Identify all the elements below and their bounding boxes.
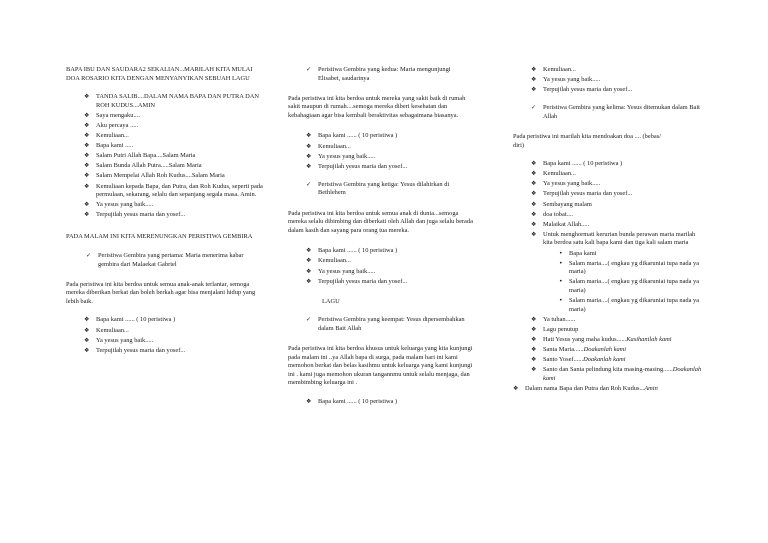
list-item [531, 201, 703, 210]
list-item [84, 172, 266, 181]
list-item-text: Ya yesus yang baik..... [318, 152, 376, 160]
diamond-bullet-icon: ❖ [531, 366, 537, 374]
diamond-bullet-icon: ❖ [531, 325, 537, 333]
diamond-bullet-icon: ❖ [531, 76, 537, 84]
bullet-icon: • [559, 249, 563, 257]
list-item-text: Bapa kami ...... ( 10 peristiwa ) [318, 132, 398, 140]
list-item [531, 366, 703, 383]
check-icon: ✓ [306, 316, 312, 324]
prayer-list [288, 398, 473, 407]
list-item-text: Salam maria....( engkau yg dikaruniai tupa nada ya maria) [569, 259, 700, 276]
list-item-text: Salam Putri Allah Bapa....Salam Maria [96, 152, 196, 160]
list-item [84, 337, 266, 346]
list-item [513, 385, 703, 394]
diamond-bullet-icon: ❖ [306, 162, 312, 170]
list-item-text: Ya yesus yang baik..... [96, 336, 154, 344]
diamond-bullet-icon: ❖ [306, 132, 312, 140]
list-item-text: Sembayang malam [543, 200, 592, 208]
list-item [531, 76, 703, 85]
list-item-text: Terpujilah yesus maria dan yosef... [543, 86, 633, 94]
list-item [84, 211, 266, 220]
list-item [531, 190, 703, 199]
check-icon: ✓ [306, 66, 312, 73]
diamond-bullet-icon: ❖ [84, 182, 90, 190]
diamond-bullet-icon: ❖ [84, 346, 90, 354]
bullet-icon: • [559, 296, 563, 304]
mystery-title: ✓ Peristiwa Gembira yang kelima: Yesus ditemukan dalam Bait Allah [531, 104, 700, 120]
list-item-text: Kemuliaan... [543, 66, 576, 73]
list-item-text: Ya yesus yang baik..... [543, 76, 601, 84]
diamond-bullet-icon: ❖ [84, 142, 90, 150]
list-item [559, 260, 703, 277]
list-item [306, 143, 473, 152]
list-item-text: Kemuliaan... [96, 132, 129, 140]
list-item-text: Bapa kami [569, 249, 597, 257]
response-text: Doakanlah kami [583, 345, 627, 353]
response-text: Amin [644, 384, 658, 392]
list-item-text: doa tobat.... [543, 210, 573, 218]
list-item-text: Santo Yosef......Doakanlah kami [543, 356, 626, 364]
bullet-icon: • [559, 259, 563, 267]
diamond-bullet-icon: ❖ [531, 220, 537, 228]
mystery-intention: Pada peristiwa ini kita berdoa untuk semua anak di dunia...semoga mereka selalu dibimbing dan diberkati oleh Allah dan juga selalu berada dalam kasih dan sayang para orang tua mereka. [288, 209, 473, 234]
list-item-text: Bapa kami ..... [96, 142, 134, 150]
intro-heading: BAPA IBU DAN SAUDARA2 SEKALIAN...MARILAH KITA MULAI DOA ROSARIO KITA DENGAN MENYANYIKAN SEBUAH LAGU [66, 66, 253, 82]
column-2 [288, 66, 473, 408]
list-item [531, 356, 703, 365]
list-item-text: Aku percaya ..... [96, 121, 139, 129]
list-item [306, 278, 473, 287]
diamond-bullet-icon: ❖ [306, 257, 312, 265]
check-icon: ✓ [306, 180, 312, 188]
diamond-bullet-icon: ❖ [531, 356, 537, 364]
diamond-bullet-icon: ❖ [531, 86, 537, 94]
diamond-bullet-icon: ❖ [531, 160, 537, 168]
list-item [531, 170, 703, 179]
diamond-bullet-icon: ❖ [306, 142, 312, 150]
list-item-text: Terpujilah yesus maria dan yosef... [318, 162, 408, 170]
list-item [84, 122, 266, 131]
closing-prayer-list [513, 316, 703, 384]
prayer-list [288, 247, 473, 286]
list-item [84, 162, 266, 171]
list-item [531, 211, 703, 220]
list-item [84, 142, 266, 151]
list-item-text: Bapa kami ...... ( 10 peristiwa ) [318, 397, 398, 405]
list-item [84, 93, 266, 110]
list-item [306, 398, 473, 407]
mystery-title: ✓ Peristiwa Gembira yang ketiga: Yesus dilahirkan di Bethlehem [306, 180, 450, 197]
response-text: Doakanlah kami [543, 366, 702, 382]
diamond-bullet-icon: ❖ [531, 200, 537, 208]
list-item-text: Kemuliaan... [318, 257, 351, 265]
list-item [306, 132, 473, 141]
mystery-intention: Pada peristiwa ini marilah kita mendoakan doa .... (bebas/ diri) [513, 132, 662, 149]
list-item [559, 278, 703, 295]
diamond-bullet-icon: ❖ [531, 210, 537, 218]
list-item-text: Ya tuhan...... [543, 315, 576, 323]
list-item [306, 257, 473, 266]
mystery-title: ✓ Peristiwa Gembira yang pertama: Maria menerima kabar gembira dari Malaekat Gabriel [86, 252, 244, 268]
list-item-text: Bapa kami ...... ( 10 peristiwa ) [543, 160, 623, 168]
list-item-text: Terpujilah yesus maria dan yosef... [543, 190, 633, 198]
diamond-bullet-icon: ❖ [531, 335, 537, 343]
diamond-bullet-icon: ❖ [306, 277, 312, 285]
list-item-text: Santa Maria......Doakanlah kami [543, 345, 627, 353]
list-item-text: Malaikat Allah..... [543, 220, 590, 228]
diamond-bullet-icon: ❖ [531, 230, 537, 238]
diamond-bullet-icon: ❖ [306, 267, 312, 275]
list-item-text: Lagu penutup [543, 325, 579, 333]
list-item [84, 347, 266, 356]
final-prayer [513, 385, 703, 394]
diamond-bullet-icon: ❖ [306, 152, 312, 160]
diamond-bullet-icon: ❖ [531, 66, 537, 73]
check-icon: ✓ [86, 252, 92, 259]
list-item [306, 163, 473, 172]
column-1 [66, 66, 266, 357]
list-item-text: Kemuliaan... [318, 142, 351, 150]
list-item [531, 160, 703, 169]
response-text: Kasihanilah kami [626, 335, 672, 343]
list-item [559, 297, 703, 314]
list-item [84, 316, 266, 325]
song-label: LAGU [322, 297, 340, 305]
list-item-text: Terpujilah yesus maria dan yosef... [96, 211, 186, 219]
list-item [531, 326, 703, 335]
prayer-list [288, 132, 473, 171]
diamond-bullet-icon: ❖ [84, 201, 90, 209]
mystery-title: ✓ Peristiwa Gembira yang kedua: Maria mengunjungi Elisabet, saudarinya [306, 66, 451, 82]
mystery-title: ✓ Peristiwa Gembira yang keempat: Yesus dipersembahkan dalam Bait Allah [306, 316, 465, 332]
list-item-text: Hati Yesus yang maha kudus......Kasihanilah kami [543, 335, 672, 343]
list-item-text: Kemuliaan... [96, 326, 129, 334]
mystery-intention: Pada peristiwa ini kita berdoa khusus untuk keluarga yang kita kunjungi pada malam ini ..ya Allah bapa di surga, pada malam hari ini kami memohon berkat dan belas kasihmu untuk keluarga yang kami kunjungi ini . kami juga memohon ukuran tangannmu untuk selalu menjaga, dan membimbing keluarga ini . [288, 344, 473, 387]
sub-prayer-list [513, 250, 703, 315]
diamond-bullet-icon: ❖ [84, 326, 90, 334]
list-item [531, 66, 703, 75]
list-item [531, 180, 703, 189]
diamond-bullet-icon: ❖ [84, 162, 90, 170]
diamond-bullet-icon: ❖ [84, 111, 90, 119]
diamond-bullet-icon: ❖ [531, 315, 537, 323]
prayer-list [513, 160, 703, 248]
diamond-bullet-icon: ❖ [84, 172, 90, 180]
list-item-text: Salam Bunda Allah Putra.....Salam Maria [96, 162, 202, 170]
diamond-bullet-icon: ❖ [531, 180, 537, 188]
list-item [84, 132, 266, 141]
list-item [84, 112, 266, 121]
list-item [306, 268, 473, 277]
list-item [531, 221, 703, 230]
list-item-text: Salam maria....( engkau yg dikaruniai tupa nada ya maria) [569, 296, 700, 313]
list-item [84, 183, 266, 200]
diamond-bullet-icon: ❖ [84, 152, 90, 160]
list-item-text: Terpujilah yesus maria dan yosef... [96, 346, 186, 354]
diamond-bullet-icon: ❖ [306, 247, 312, 255]
diamond-bullet-icon: ❖ [84, 316, 90, 324]
list-item-text: Saya mengaku.... [96, 111, 140, 119]
list-item-text: Ya yesus yang baik..... [318, 267, 376, 275]
list-item-text: Bapa kami ...... ( 10 peristiwa ) [318, 247, 398, 255]
list-item [531, 86, 703, 95]
list-item-text: Ya yesus yang baik..... [96, 201, 154, 209]
list-item [531, 346, 703, 355]
diamond-bullet-icon: ❖ [84, 132, 90, 140]
diamond-bullet-icon: ❖ [531, 190, 537, 198]
list-item [84, 327, 266, 336]
opening-prayer-list [66, 93, 266, 220]
section-heading: PADA MALAM INI KITA MERENUNGKAN PERISTIWA GEMBIRA [66, 233, 253, 241]
list-item [531, 231, 703, 248]
list-item [531, 316, 703, 325]
list-item-text: Terpujilah yesus maria dan yosef... [318, 277, 408, 285]
list-item-text: Kemuliaan... [543, 170, 576, 178]
list-item-text: Bapa kami ...... ( 10 peristiwa ) [96, 316, 176, 324]
list-item [306, 153, 473, 162]
list-item [84, 201, 266, 210]
list-item-text: Salam Mempelai Allah Roh Kudus....Salam Maria [96, 172, 225, 180]
response-text: Doakanlah kami [583, 356, 626, 364]
list-item [84, 152, 266, 161]
diamond-bullet-icon: ❖ [531, 170, 537, 178]
list-item-text: TANDA SALIB....DALAM NAMA BAPA DAN PUTRA DAN ROH KUDUS...AMIN [96, 93, 259, 109]
diamond-bullet-icon: ❖ [84, 121, 90, 129]
diamond-bullet-icon: ❖ [84, 336, 90, 344]
diamond-bullet-icon: ❖ [84, 211, 90, 219]
bullet-icon: • [559, 278, 563, 286]
list-item-text: Salam maria....( engkau yg dikaruniai tupa nada ya maria) [569, 278, 700, 294]
diamond-bullet-icon: ❖ [531, 345, 537, 353]
column-3 [513, 66, 703, 395]
diamond-bullet-icon: ❖ [513, 384, 519, 392]
prayer-list [66, 316, 266, 355]
list-item-text: Dalam nama Bapa dan Putra dan Roh Kudus...Amin [525, 384, 658, 392]
mystery-intention: Pada peristiwa ini kita berdoa untuk mereka yang sakit baik di rumah sakit maupun di rumah....semoga mereka diberi kesehatan dan kebahagiaan agar bisa kembali beraktivitas sebagaimana biasanya. [288, 94, 466, 119]
list-item-text: Untuk menghormati kerurian bunda perawan maria marilah kita berdoa satu kali bapa kami dan tiga kali salam maria [543, 230, 696, 247]
list-item-text: Kemuliaan kepada Bapa, dan Putra, dan Roh Kudus, seperti pada permulaan, sekarang, selalu dan sepanjang segala masa. Amin. [96, 182, 263, 199]
list-item [559, 250, 703, 259]
mystery-intention: Pada peristiwa ini kita berdoa untuk semua anak-anak terlantar, semoga mereka diberikan berkat dan boleh berkah agar bisa menjalani hidup yang lebih baik. [66, 280, 256, 305]
list-item-text: Santo dan Santa pelindung kita masing-masing......Doakanlah kami [543, 366, 702, 382]
list-item-text: Ya yesus yang baik..... [543, 180, 601, 188]
prayer-list [513, 66, 703, 95]
check-icon: ✓ [531, 104, 537, 112]
diamond-bullet-icon: ❖ [84, 93, 90, 101]
diamond-bullet-icon: ❖ [306, 397, 312, 405]
list-item [531, 336, 703, 345]
list-item [306, 247, 473, 256]
